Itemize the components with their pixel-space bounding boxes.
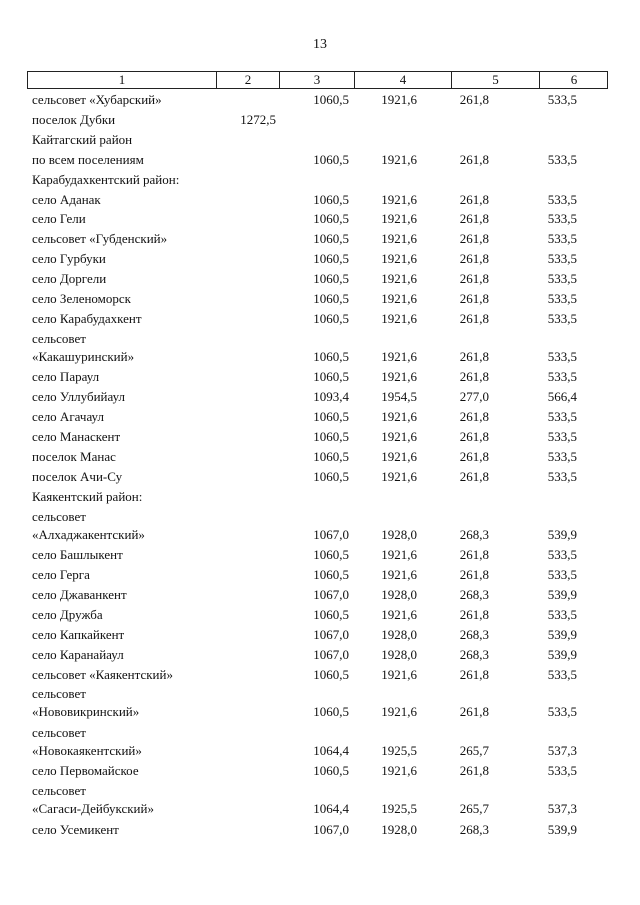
row-label: сельсовет bbox=[32, 783, 86, 799]
cell-col-4: 1921,6 bbox=[381, 547, 417, 563]
cell-col-5: 261,8 bbox=[459, 291, 489, 306]
column-header-6: 6 bbox=[539, 72, 608, 88]
cell-col-4: 1921,6 bbox=[381, 606, 417, 622]
cell-col-5: 268,3 bbox=[459, 626, 489, 642]
row-label: село Капкайкент bbox=[32, 626, 125, 642]
row-label: село Гели bbox=[32, 211, 86, 227]
cell-col-3: 1060,5 bbox=[313, 348, 349, 364]
cell-col-4: 1928,0 bbox=[381, 586, 417, 602]
row-label: «Нововикринский» bbox=[32, 704, 140, 720]
cell-col-3: 1060,5 bbox=[313, 291, 349, 306]
column-header-2: 2 bbox=[216, 72, 279, 88]
row-label: село Доргели bbox=[32, 271, 107, 287]
cell-col-5: 261,8 bbox=[459, 666, 489, 682]
table-row bbox=[0, 822, 640, 842]
row-label: «Сагаси-Дейбукский» bbox=[32, 801, 154, 817]
table-row bbox=[0, 92, 640, 112]
cell-col-6: 533,5 bbox=[547, 211, 577, 227]
cell-col-4: 1928,0 bbox=[381, 646, 417, 662]
row-label: село Манаскент bbox=[32, 429, 121, 444]
cell-col-3: 1060,5 bbox=[313, 151, 349, 167]
cell-col-5: 261,8 bbox=[459, 251, 489, 267]
row-label: село Усемикент bbox=[32, 821, 119, 837]
cell-col-3: 1060,5 bbox=[313, 310, 349, 326]
row-label: село Джаванкент bbox=[32, 586, 127, 602]
table-row bbox=[0, 469, 640, 489]
table-row bbox=[0, 449, 640, 469]
cell-col-6: 539,9 bbox=[547, 646, 577, 662]
cell-col-6: 533,5 bbox=[547, 704, 577, 720]
cell-col-5: 261,8 bbox=[459, 567, 489, 582]
cell-col-2: 1272,5 bbox=[240, 111, 276, 127]
table-row bbox=[0, 509, 640, 547]
cell-col-6: 533,5 bbox=[547, 92, 577, 107]
table-row bbox=[0, 547, 640, 567]
table-row bbox=[0, 409, 640, 429]
table-row bbox=[0, 291, 640, 311]
cell-col-5: 261,8 bbox=[459, 211, 489, 227]
table-row bbox=[0, 783, 640, 821]
row-label: сельсовет bbox=[32, 686, 86, 702]
cell-col-6: 537,3 bbox=[547, 742, 577, 758]
cell-col-6: 533,5 bbox=[547, 409, 577, 425]
table-row bbox=[0, 331, 640, 369]
cell-col-6: 533,5 bbox=[547, 468, 577, 484]
cell-col-5: 261,8 bbox=[459, 271, 489, 287]
cell-col-4: 1921,6 bbox=[381, 251, 417, 267]
table-row bbox=[0, 763, 640, 783]
cell-col-5: 277,0 bbox=[459, 389, 489, 405]
row-label: сельсовет bbox=[32, 508, 86, 524]
row-label: село Первомайское bbox=[32, 763, 139, 779]
row-label: село Карабудахкент bbox=[32, 310, 142, 326]
row-label: село Башлыкент bbox=[32, 547, 123, 563]
table-row bbox=[0, 725, 640, 763]
table-row bbox=[0, 369, 640, 389]
row-label: село Зеленоморск bbox=[32, 291, 131, 306]
row-label: «Новокаякентский» bbox=[32, 742, 142, 758]
cell-col-5: 268,3 bbox=[459, 821, 489, 837]
table-row bbox=[0, 627, 640, 647]
cell-col-6: 533,5 bbox=[547, 231, 577, 247]
row-label: село Агачаул bbox=[32, 409, 104, 425]
table-row bbox=[0, 271, 640, 291]
cell-col-4: 1921,6 bbox=[381, 666, 417, 682]
cell-col-6: 533,5 bbox=[547, 429, 577, 444]
table-row bbox=[0, 429, 640, 449]
cell-col-3: 1060,5 bbox=[313, 369, 349, 385]
cell-col-5: 268,3 bbox=[459, 646, 489, 662]
row-label: поселок Дубки bbox=[32, 111, 116, 127]
table-row bbox=[0, 132, 640, 152]
row-label: сельсовет bbox=[32, 724, 86, 740]
column-header-4: 4 bbox=[354, 72, 451, 88]
cell-col-3: 1093,4 bbox=[313, 389, 349, 405]
cell-col-4: 1928,0 bbox=[381, 626, 417, 642]
row-label: Карабудахкентский район: bbox=[32, 171, 180, 187]
cell-col-3: 1060,5 bbox=[313, 211, 349, 227]
cell-col-3: 1060,5 bbox=[313, 468, 349, 484]
cell-col-3: 1060,5 bbox=[313, 271, 349, 287]
cell-col-4: 1921,6 bbox=[381, 763, 417, 779]
cell-col-5: 261,8 bbox=[459, 606, 489, 622]
table-row bbox=[0, 231, 640, 251]
cell-col-4: 1954,5 bbox=[381, 389, 417, 405]
cell-col-3: 1060,5 bbox=[313, 429, 349, 444]
cell-col-3: 1067,0 bbox=[313, 646, 349, 662]
row-label: село Параул bbox=[32, 369, 100, 385]
cell-col-3: 1060,5 bbox=[313, 231, 349, 247]
cell-col-3: 1067,0 bbox=[313, 626, 349, 642]
cell-col-4: 1925,5 bbox=[381, 801, 417, 817]
cell-col-3: 1060,5 bbox=[313, 567, 349, 582]
cell-col-5: 261,8 bbox=[459, 92, 489, 107]
table-row bbox=[0, 251, 640, 271]
cell-col-3: 1060,5 bbox=[313, 251, 349, 267]
cell-col-5: 261,8 bbox=[459, 448, 489, 464]
row-label: село Герга bbox=[32, 567, 90, 582]
cell-col-4: 1921,6 bbox=[381, 231, 417, 247]
cell-col-5: 261,8 bbox=[459, 429, 489, 444]
column-header-1: 1 bbox=[118, 72, 126, 87]
cell-col-6: 533,5 bbox=[547, 251, 577, 267]
cell-col-5: 265,7 bbox=[459, 742, 489, 758]
cell-col-5: 261,8 bbox=[459, 547, 489, 563]
page-number: 13 bbox=[313, 37, 327, 52]
cell-col-5: 268,3 bbox=[459, 586, 489, 602]
cell-col-5: 261,8 bbox=[459, 369, 489, 385]
row-label: по всем поселениям bbox=[32, 151, 144, 167]
cell-col-6: 533,5 bbox=[547, 567, 577, 582]
table-row bbox=[0, 667, 640, 687]
cell-col-6: 539,9 bbox=[547, 821, 577, 837]
cell-col-5: 265,7 bbox=[459, 801, 489, 817]
cell-col-4: 1921,6 bbox=[381, 211, 417, 227]
cell-col-6: 533,5 bbox=[547, 547, 577, 563]
table-row bbox=[0, 489, 640, 509]
cell-col-6: 533,5 bbox=[547, 310, 577, 326]
table-row bbox=[0, 607, 640, 627]
cell-col-4: 1921,6 bbox=[381, 271, 417, 287]
cell-col-4: 1921,6 bbox=[381, 348, 417, 364]
cell-col-4: 1921,6 bbox=[381, 151, 417, 167]
cell-col-4: 1921,6 bbox=[381, 567, 417, 582]
cell-col-4: 1921,6 bbox=[381, 429, 417, 444]
cell-col-3: 1060,5 bbox=[313, 704, 349, 720]
cell-col-4: 1928,0 bbox=[381, 526, 417, 542]
cell-col-4: 1921,6 bbox=[381, 409, 417, 425]
cell-col-4: 1921,6 bbox=[381, 291, 417, 306]
cell-col-6: 533,5 bbox=[547, 348, 577, 364]
table-row bbox=[0, 686, 640, 724]
cell-col-5: 261,8 bbox=[459, 704, 489, 720]
table-row bbox=[0, 172, 640, 192]
cell-col-3: 1060,5 bbox=[313, 547, 349, 563]
cell-col-4: 1921,6 bbox=[381, 310, 417, 326]
cell-col-4: 1925,5 bbox=[381, 742, 417, 758]
cell-col-3: 1060,5 bbox=[313, 191, 349, 207]
cell-col-6: 533,5 bbox=[547, 191, 577, 207]
cell-col-6: 566,4 bbox=[547, 389, 577, 405]
table-row bbox=[0, 587, 640, 607]
cell-col-5: 261,8 bbox=[459, 409, 489, 425]
cell-col-4: 1928,0 bbox=[381, 821, 417, 837]
table-row bbox=[0, 647, 640, 667]
cell-col-5: 261,8 bbox=[459, 191, 489, 207]
row-label: село Дружба bbox=[32, 606, 103, 622]
row-label: сельсовет bbox=[32, 330, 86, 346]
row-label: село Каранайаул bbox=[32, 646, 124, 662]
column-header-5: 5 bbox=[451, 72, 539, 88]
table-row bbox=[0, 211, 640, 231]
row-label: сельсовет «Каякентский» bbox=[32, 666, 173, 682]
row-label: Каякентский район: bbox=[32, 488, 143, 504]
cell-col-5: 261,8 bbox=[459, 151, 489, 167]
cell-col-3: 1060,5 bbox=[313, 92, 349, 107]
row-label: сельсовет «Хубарский» bbox=[32, 92, 162, 107]
cell-col-6: 533,5 bbox=[547, 448, 577, 464]
row-label: село Аданак bbox=[32, 191, 101, 207]
table-row bbox=[0, 567, 640, 587]
column-header-3: 3 bbox=[279, 72, 354, 88]
cell-col-6: 533,5 bbox=[547, 666, 577, 682]
table-row bbox=[0, 389, 640, 409]
row-label: Кайтагский район bbox=[32, 131, 133, 147]
row-label: поселок Ачи-Су bbox=[32, 468, 123, 484]
row-label: село Гурбуки bbox=[32, 251, 106, 267]
cell-col-6: 539,9 bbox=[547, 526, 577, 542]
cell-col-5: 261,8 bbox=[459, 348, 489, 364]
cell-col-3: 1064,4 bbox=[313, 742, 349, 758]
cell-col-3: 1060,5 bbox=[313, 666, 349, 682]
cell-col-6: 533,5 bbox=[547, 151, 577, 167]
cell-col-5: 261,8 bbox=[459, 468, 489, 484]
cell-col-4: 1921,6 bbox=[381, 704, 417, 720]
cell-col-6: 533,5 bbox=[547, 271, 577, 287]
cell-col-4: 1921,6 bbox=[381, 191, 417, 207]
cell-col-3: 1067,0 bbox=[313, 821, 349, 837]
cell-col-3: 1060,5 bbox=[313, 448, 349, 464]
cell-col-3: 1060,5 bbox=[313, 606, 349, 622]
cell-col-3: 1060,5 bbox=[313, 763, 349, 779]
table-row bbox=[0, 311, 640, 331]
cell-col-6: 537,3 bbox=[547, 801, 577, 817]
cell-col-6: 533,5 bbox=[547, 763, 577, 779]
cell-col-3: 1064,4 bbox=[313, 801, 349, 817]
cell-col-6: 533,5 bbox=[547, 291, 577, 306]
row-label: поселок Манас bbox=[32, 448, 116, 464]
cell-col-3: 1067,0 bbox=[313, 526, 349, 542]
cell-col-6: 533,5 bbox=[547, 606, 577, 622]
cell-col-5: 268,3 bbox=[459, 526, 489, 542]
table-row bbox=[0, 112, 640, 132]
table-row bbox=[0, 192, 640, 212]
cell-col-4: 1921,6 bbox=[381, 92, 417, 107]
cell-col-5: 261,8 bbox=[459, 763, 489, 779]
cell-col-4: 1921,6 bbox=[381, 369, 417, 385]
cell-col-3: 1067,0 bbox=[313, 586, 349, 602]
cell-col-4: 1921,6 bbox=[381, 448, 417, 464]
cell-col-6: 539,9 bbox=[547, 626, 577, 642]
cell-col-6: 533,5 bbox=[547, 369, 577, 385]
cell-col-5: 261,8 bbox=[459, 231, 489, 247]
row-label: «Какашуринский» bbox=[32, 348, 135, 364]
cell-col-4: 1921,6 bbox=[381, 468, 417, 484]
cell-col-5: 261,8 bbox=[459, 310, 489, 326]
cell-col-3: 1060,5 bbox=[313, 409, 349, 425]
row-label: село Уллубийаул bbox=[32, 389, 126, 405]
row-label: «Алхаджакентский» bbox=[32, 526, 145, 542]
row-label: сельсовет «Губденский» bbox=[32, 231, 168, 247]
cell-col-6: 539,9 bbox=[547, 586, 577, 602]
table-row bbox=[0, 152, 640, 172]
